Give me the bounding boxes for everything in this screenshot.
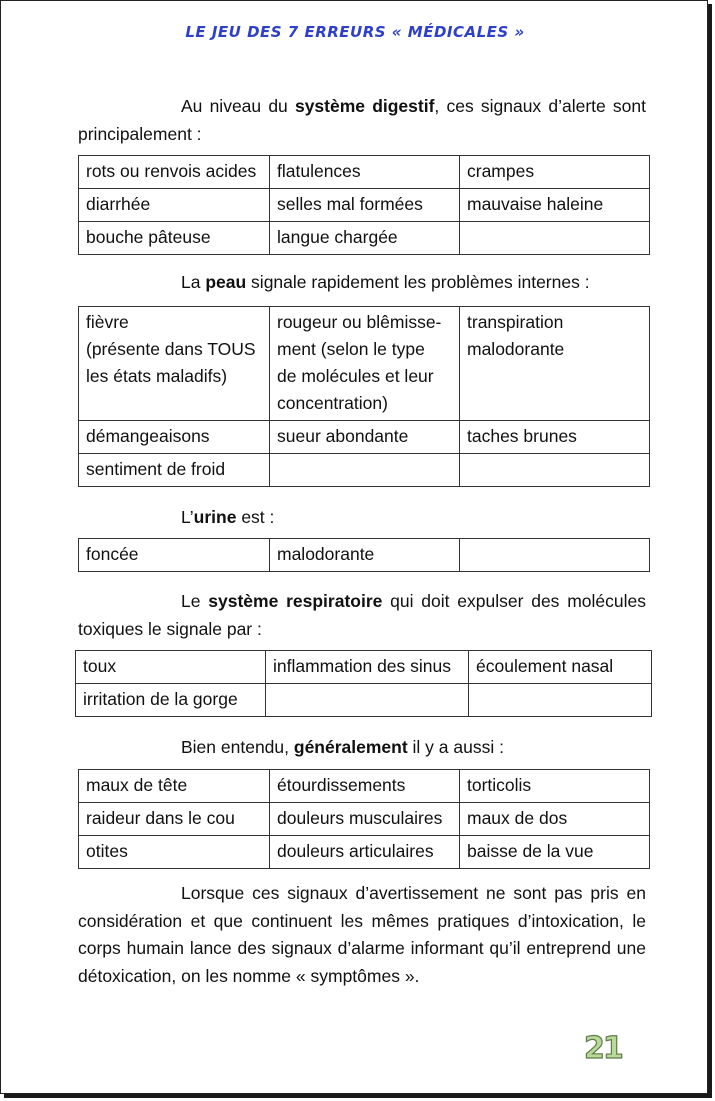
table-row bbox=[79, 222, 650, 255]
table-row bbox=[79, 454, 650, 487]
table-cell bbox=[266, 684, 469, 717]
table-row bbox=[76, 651, 652, 684]
table-cell: foncée bbox=[79, 539, 270, 572]
table-cell: douleurs musculaires bbox=[270, 803, 460, 836]
table-cell bbox=[460, 539, 650, 572]
page-number: 21 bbox=[584, 1031, 622, 1066]
table-cell: étourdissements bbox=[270, 770, 460, 803]
table-cell bbox=[460, 454, 650, 487]
intro-general-pre: Bien entendu, bbox=[181, 737, 294, 757]
table-cell: mauvaise haleine bbox=[460, 189, 650, 222]
table-cell: sueur abondante bbox=[270, 421, 460, 454]
table-cell: malodorante bbox=[270, 539, 460, 572]
intro-respiratory-post: qui doit expulser des molécules toxiques le signale par : bbox=[78, 591, 646, 639]
table-cell: langue chargée bbox=[270, 222, 460, 255]
table-cell: otites bbox=[79, 836, 270, 869]
intro-skin-bold: peau bbox=[205, 272, 247, 292]
table-cell: fièvre (présente dans TOUS les états maladifs) bbox=[79, 307, 270, 421]
intro-digestive bbox=[78, 93, 646, 148]
table-respiratory bbox=[75, 650, 652, 717]
table-urine bbox=[78, 538, 650, 572]
table-row bbox=[76, 684, 652, 717]
table-cell: diarrhée bbox=[79, 189, 270, 222]
table-cell: raideur dans le cou bbox=[79, 803, 270, 836]
intro-urine bbox=[78, 504, 646, 532]
table-row bbox=[79, 156, 650, 189]
table-cell: flatulences bbox=[270, 156, 460, 189]
table-general bbox=[78, 769, 650, 869]
intro-digestive-bold: système digestif bbox=[294, 96, 435, 116]
table-cell bbox=[469, 684, 652, 717]
conclusion-paragraph bbox=[78, 880, 646, 990]
table-cell: rougeur ou blêmisse- ment (selon le type de molécules et leur concentration) bbox=[270, 307, 460, 421]
intro-urine-bold: urine bbox=[193, 507, 237, 527]
table-cell: douleurs articulaires bbox=[270, 836, 460, 869]
table-row bbox=[79, 189, 650, 222]
intro-respiratory-bold: système respiratoire bbox=[208, 591, 383, 611]
intro-general bbox=[78, 734, 646, 762]
table-row bbox=[79, 421, 650, 454]
table-cell: bouche pâteuse bbox=[79, 222, 270, 255]
table-cell: irritation de la gorge bbox=[76, 684, 266, 717]
table-cell: sentiment de froid bbox=[79, 454, 270, 487]
intro-respiratory-pre: Le bbox=[181, 591, 209, 611]
table-cell: écoulement nasal bbox=[469, 651, 652, 684]
table-row bbox=[79, 803, 650, 836]
intro-general-bold: généralement bbox=[293, 737, 408, 757]
intro-digestive-pre: Au niveau du bbox=[181, 96, 295, 116]
table-row bbox=[79, 539, 650, 572]
table-cell: selles mal formées bbox=[270, 189, 460, 222]
table-row bbox=[79, 770, 650, 803]
table-cell bbox=[270, 454, 460, 487]
intro-respiratory bbox=[78, 588, 646, 643]
table-cell: crampes bbox=[460, 156, 650, 189]
table-cell: baisse de la vue bbox=[460, 836, 650, 869]
table-cell bbox=[460, 222, 650, 255]
intro-general-post: il y a aussi : bbox=[407, 737, 504, 757]
table-cell: torticolis bbox=[460, 770, 650, 803]
intro-skin-pre: La bbox=[181, 272, 206, 292]
table-row bbox=[79, 836, 650, 869]
table-cell: taches brunes bbox=[460, 421, 650, 454]
running-header: LE JEU DES 7 ERREURS « MÉDICALES » bbox=[185, 23, 525, 41]
intro-urine-post: est : bbox=[236, 507, 275, 527]
table-cell: démangeaisons bbox=[79, 421, 270, 454]
intro-urine-pre: L’ bbox=[181, 507, 194, 527]
intro-skin bbox=[78, 269, 646, 297]
table-row bbox=[79, 307, 650, 421]
table-cell: toux bbox=[76, 651, 266, 684]
table-cell: inflammation des sinus bbox=[266, 651, 469, 684]
intro-digestive-post: , ces signaux d’alerte sont principalement : bbox=[78, 96, 646, 144]
table-cell: rots ou renvois acides bbox=[79, 156, 270, 189]
table-digestive bbox=[78, 155, 650, 255]
table-cell: maux de tête bbox=[79, 770, 270, 803]
table-skin bbox=[78, 306, 650, 487]
table-cell: maux de dos bbox=[460, 803, 650, 836]
intro-skin-post: signale rapidement les problèmes internes : bbox=[246, 272, 590, 292]
table-cell: transpiration malodorante bbox=[460, 307, 650, 421]
conclusion-text: Lorsque ces signaux d’avertissement ne sont pas pris en considération et que continuent les mêmes pratiques d’intoxication, le corps humain lance des signaux d’alarme informant qu’il entreprend une détoxication, on les nomme « symptômes ». bbox=[78, 883, 646, 986]
